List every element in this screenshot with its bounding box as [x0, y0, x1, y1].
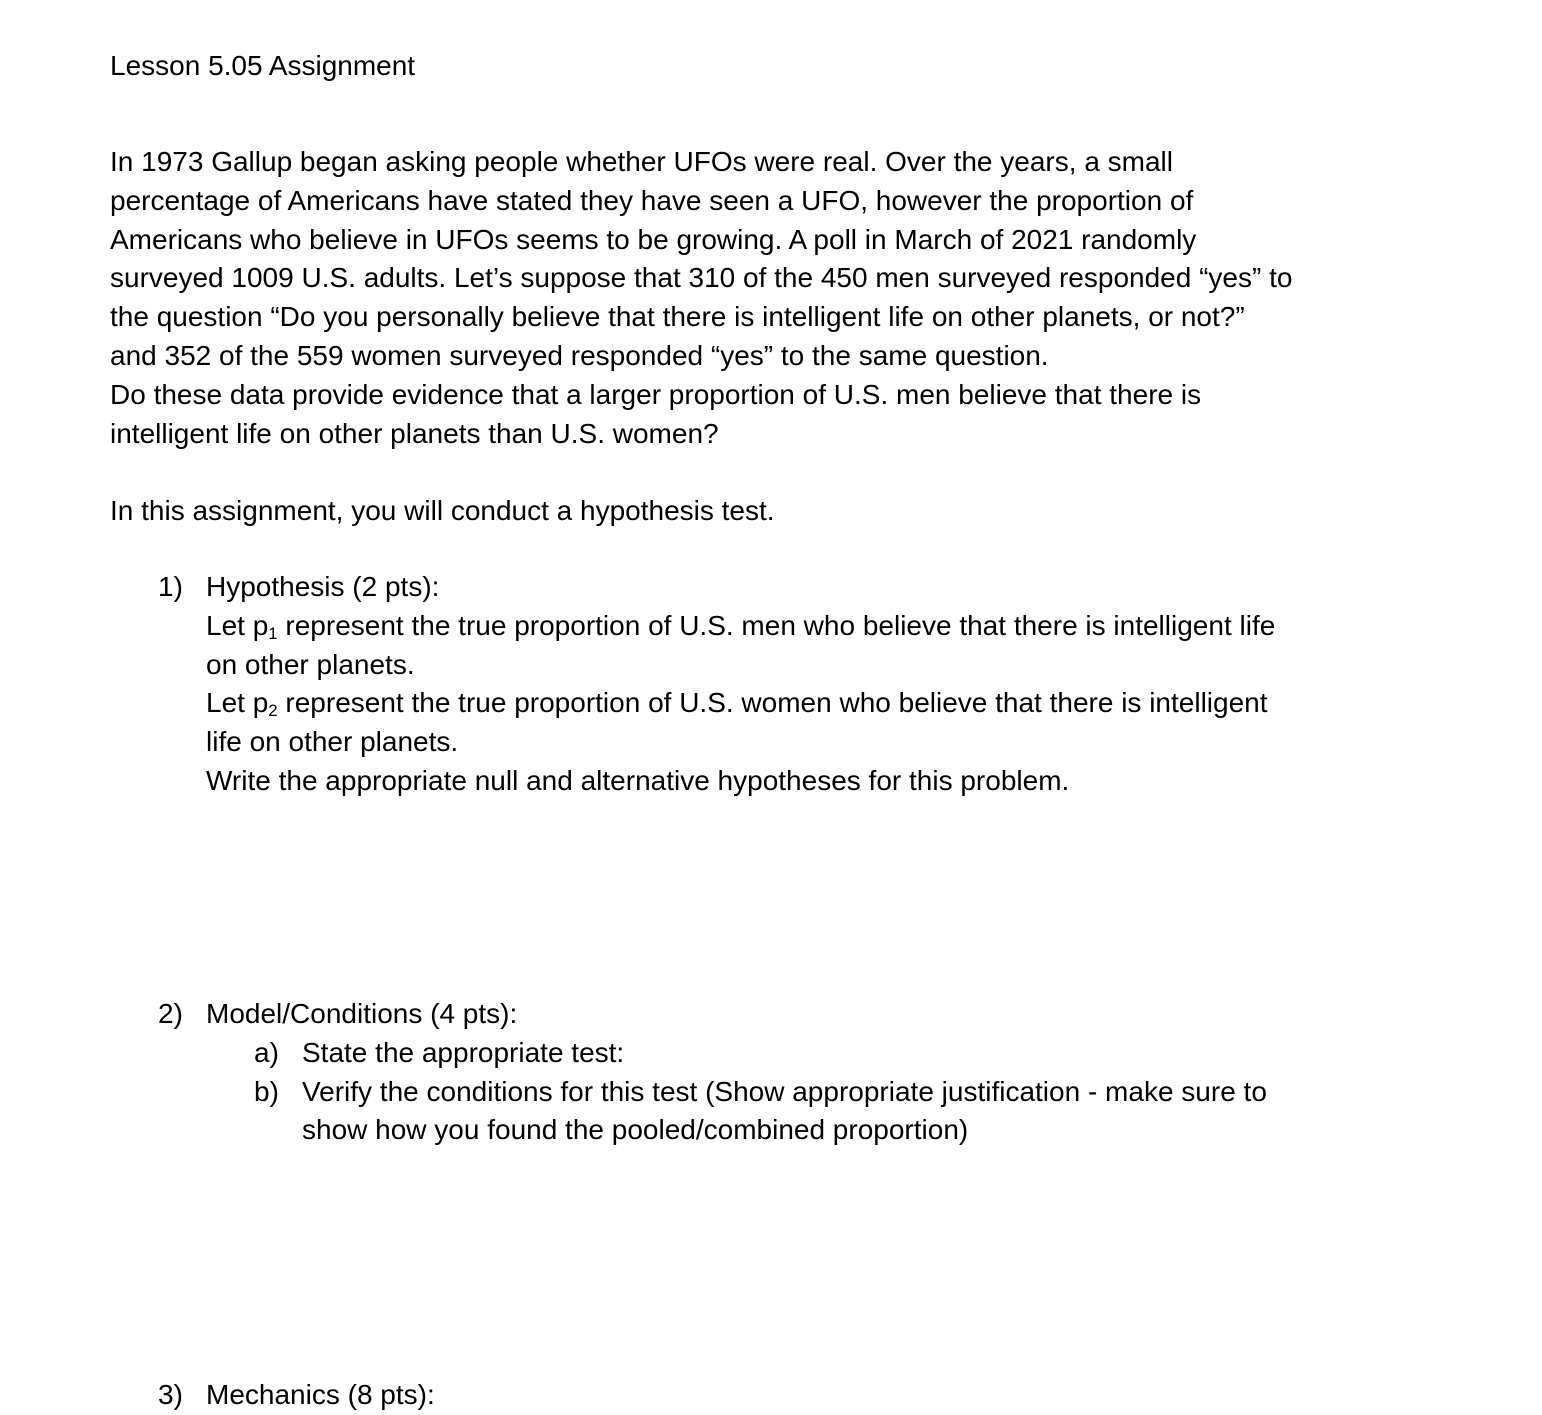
question-body: [206, 568, 1406, 801]
sub-question-letter: a): [254, 1036, 279, 1068]
intro-line: percentage of Americans have stated they have seen a UFO, however the proportion of: [110, 184, 1194, 216]
document-title: Lesson 5.05 Assignment: [110, 50, 416, 81]
p1-text: represent the true proportion of U.S. men who believe that there is intelligent life: [277, 609, 1276, 641]
p2-definition-line: [206, 684, 1406, 723]
question-number: 1): [158, 571, 183, 602]
intro-line: Do these data provide evidence that a larger proportion of U.S. men believe that there is: [110, 378, 1202, 410]
p1-definition-cont: on other planets.: [206, 648, 415, 680]
p1-prefix: Let p: [206, 609, 269, 641]
intro-line: intelligent life on other planets than U.S. women?: [110, 417, 719, 449]
p2-text: represent the true proportion of U.S. women who believe that there is intelligent: [277, 687, 1268, 719]
p1-subscript: 1: [268, 623, 278, 643]
question-number: 2): [158, 998, 183, 1029]
sub-question-a: [206, 1034, 1406, 1073]
sub-question-b: [206, 1073, 1406, 1151]
intro-line: and 352 of the 559 women surveyed responded “yes” to the same question.: [110, 339, 1049, 371]
p1-definition-line: [206, 607, 1406, 646]
question-instruction: Write the appropriate null and alternative hypotheses for this problem.: [206, 764, 1070, 796]
intro-line: In 1973 Gallup began asking people whether UFOs were real. Over the years, a small: [110, 146, 1174, 177]
p2-definition-cont: life on other planets.: [206, 726, 459, 758]
question-heading: Mechanics (8 pts):: [206, 1379, 435, 1410]
sub-question-text: show how you found the pooled/combined proportion): [302, 1114, 969, 1146]
sub-question-letter: b): [254, 1075, 279, 1107]
question-heading: Hypothesis (2 pts):: [206, 571, 440, 602]
intro-line: the question “Do you personally believe that there is intelligent life on other planets, or not?”: [110, 301, 1245, 333]
sub-question-text: State the appropriate test:: [302, 1036, 625, 1068]
sub-question-body: [302, 1034, 1406, 1073]
question-body: [206, 995, 1406, 1150]
p2-subscript: 2: [268, 701, 278, 721]
question-body: [206, 1376, 1406, 1415]
intro-line: Americans who believe in UFOs seems to be growing. A poll in March of 2021 randomly: [110, 223, 1197, 255]
intro-line: surveyed 1009 U.S. adults. Let’s suppose that 310 of the 450 men surveyed responded “yes” to: [110, 262, 1293, 294]
intro-paragraph: [110, 143, 1410, 453]
sub-question-text: Verify the conditions for this test (Show appropriate justification - make sure to: [302, 1075, 1267, 1107]
assignment-lead: In this assignment, you will conduct a hypothesis test.: [110, 495, 775, 526]
p2-prefix: Let p: [206, 687, 269, 719]
sub-question-body: [302, 1073, 1406, 1151]
question-number: 3): [158, 1379, 183, 1410]
question-heading: Model/Conditions (4 pts):: [206, 998, 518, 1029]
